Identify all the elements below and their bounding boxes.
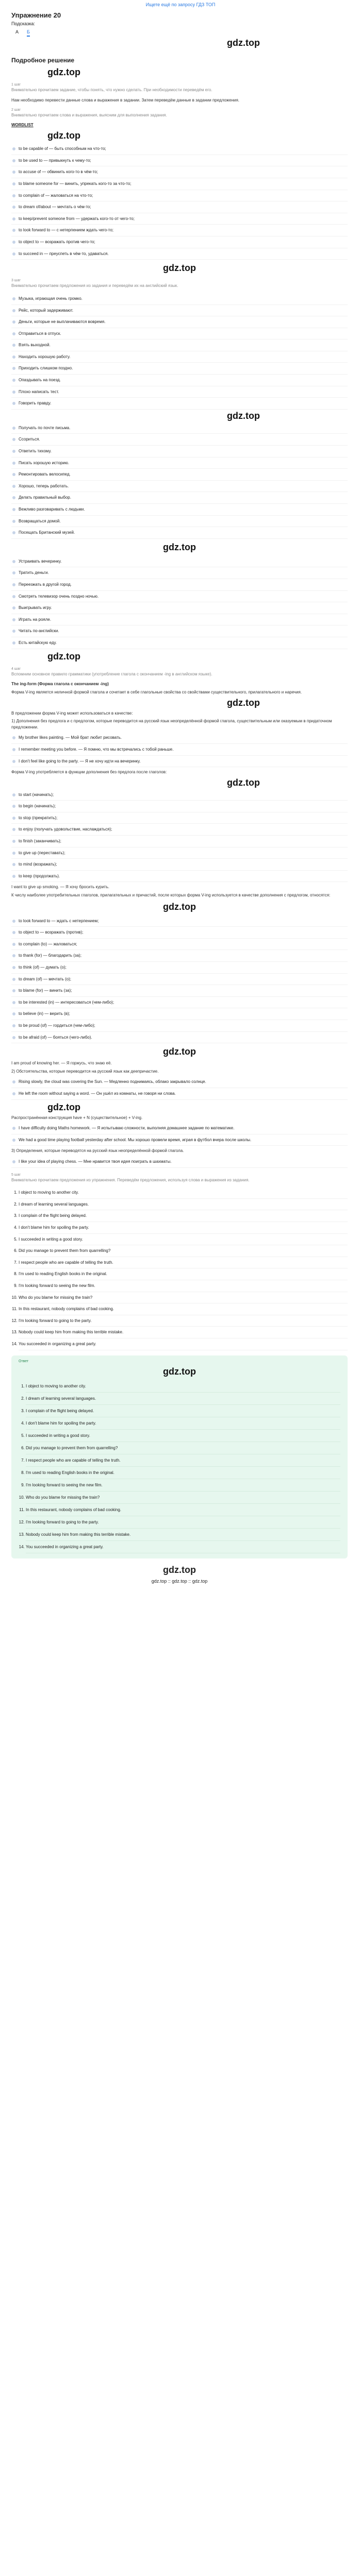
list-item: 8. I'm used to reading English books in the original. xyxy=(19,1268,348,1280)
rule-paragraph: Форма V-ing употребляется в функции дополнения без предлога после глаголов: xyxy=(11,770,167,775)
list-item: We had a good time playing football yesterday after school. Мы хорошо провели время, играя в футбол вчера после школы. xyxy=(11,1134,348,1146)
rule-title: The ing-form (Форма глагола с окончанием -ing) xyxy=(11,682,109,687)
example-list xyxy=(11,1076,348,1099)
list-item: 14. You succeeded in organizing a great party. xyxy=(26,1541,340,1553)
verb-list xyxy=(11,916,348,1044)
list-item: to accuse of — обвинить кого-то в чём-то; xyxy=(11,166,348,178)
list-item: Делать правильный выбор. xyxy=(11,492,348,504)
answer-list xyxy=(19,1380,340,1553)
list-item: to begin (начинать); xyxy=(11,801,348,812)
list-item: 8. I'm used to reading English books in the original. xyxy=(26,1467,340,1479)
list-item: to look forward to — ждать с нетерпением; xyxy=(11,916,348,927)
translation-list xyxy=(11,1187,348,1350)
list-item: Переезжать в другой город. xyxy=(11,579,348,591)
list-item: Говорить правду. xyxy=(11,398,348,410)
list-item: to object to — возражать против чего-то; xyxy=(11,236,348,248)
list-item: to complain (to) — жаловаться; xyxy=(11,939,348,951)
content xyxy=(0,11,361,1584)
list-item: 14. You succeeded in organizing a great party. xyxy=(19,1338,348,1350)
phrase-list xyxy=(11,143,348,260)
list-item: Rising slowly, the cloud was covering the Sun. — Медленно поднимаясь, облако закрывало солнце. xyxy=(11,1076,348,1088)
list-item: to keep/prevent someone from — удержать кого-то от чего-то; xyxy=(11,213,348,225)
rule-paragraph: В предложении форма V-ing может использоваться в качестве: xyxy=(11,710,133,716)
watermark: gdz.top xyxy=(163,901,196,912)
list-item: Возвращаться домой. xyxy=(11,516,348,528)
list-item: 5. I succeeded in writing a good story. xyxy=(26,1430,340,1442)
list-item: to look forward to — с нетерпением ждать чего-то; xyxy=(11,225,348,236)
list-item: Посещать Британский музей. xyxy=(11,527,348,539)
list-item: 10. Who do you blame for missing the train? xyxy=(19,1292,348,1304)
example-list xyxy=(11,732,348,767)
step-tag: 5 шаг xyxy=(11,1173,21,1177)
list-item: to dream (of) — мечтать (о); xyxy=(11,974,348,986)
list-item: Плохо написать тест. xyxy=(11,386,348,398)
watermark: gdz.top xyxy=(163,1366,196,1377)
example-list xyxy=(11,1156,348,1168)
answer-box xyxy=(11,1355,348,1558)
list-item: 5. I succeeded in writing a good story. xyxy=(19,1234,348,1246)
list-item: to be interested (in) — интересоваться (чем-либо); xyxy=(11,997,348,1009)
list-item: 11. In this restaurant, nobody complains of bad cooking. xyxy=(26,1504,340,1516)
list-item: Деньги, которые не выплачиваются вовремя. xyxy=(11,316,348,328)
intro-text: Нам необходимо перевести данные слова и выражения в задании. Затем переведём данные в задании предложения. xyxy=(11,97,240,103)
list-item: to think (of) — думать (о); xyxy=(11,962,348,974)
rule-heading: 3) Определения, которые переводятся на русский язык неопределённой формой глагола. xyxy=(11,1148,184,1154)
step-note: Внимательно прочитаем слова и выражения, выясним для выполнения задания. xyxy=(11,113,167,118)
list-item: to complain of — жаловаться на что-то; xyxy=(11,190,348,202)
footer: gdz.top :: gdz.top :: gdz.top xyxy=(151,1578,208,1584)
list-item: Играть на рояле. xyxy=(11,614,348,626)
list-item: 3. I complain of the flight being delayed. xyxy=(19,1210,348,1222)
watermark: gdz.top xyxy=(47,67,80,77)
list-item: Ремонтировать велосипед. xyxy=(11,469,348,481)
rule-heading: 2) Обстоятельства, которые переводится на русский язык как деепричастие. xyxy=(11,1069,159,1074)
list-item: 4. I don't blame him for spoiling the party. xyxy=(26,1417,340,1430)
list-item: 9. I'm looking forward to seeing the new film. xyxy=(26,1479,340,1492)
step-note: Внимательно прочитаем задание, чтобы понять, что нужно сделать. При необходимости переведём его. xyxy=(11,88,212,92)
list-item: to blame someone for — винить, упрекать кого-то за что-то; xyxy=(11,178,348,190)
list-item: Смотреть телевизор очень поздно ночью. xyxy=(11,591,348,603)
list-item: Рейс, который задерживают. xyxy=(11,305,348,317)
list-item: to give up (переставать); xyxy=(11,848,348,859)
watermark: gdz.top xyxy=(47,1101,80,1112)
step-tag: 2 шаг xyxy=(11,108,21,112)
list-item: 13. Nobody could keep him from making this terrible mistake. xyxy=(26,1529,340,1541)
list-item: Тратить деньги. xyxy=(11,567,348,579)
rule-example: I want to give up smoking. — Я хочу бросить курить. xyxy=(11,885,109,890)
list-item: to be used to — привыкнуть к чему-то; xyxy=(11,155,348,167)
tab-a[interactable]: А xyxy=(15,29,19,35)
list-item: Приходить слишком поздно. xyxy=(11,363,348,375)
list-item: to be afraid (of) — бояться (чего-либо). xyxy=(11,1032,348,1044)
list-item: 2. I dream of learning several languages. xyxy=(26,1393,340,1405)
variant-tabs xyxy=(15,29,348,37)
list-item: Устраивать вечеринку. xyxy=(11,556,348,568)
answer-tag: Ответ xyxy=(19,1359,29,1363)
list-item: Хорошо, теперь работать. xyxy=(11,481,348,493)
list-item: to thank (for) — благодарить (за); xyxy=(11,950,348,962)
list-item: Музыка, играющая очень громко. xyxy=(11,293,348,305)
list-item: Ссориться. xyxy=(11,434,348,446)
list-item: 2. I dream of learning several languages. xyxy=(19,1199,348,1211)
list-item: Писать хорошую историю. xyxy=(11,457,348,469)
list-item: 9. I'm looking forward to seeing the new film. xyxy=(19,1280,348,1292)
watermark: gdz.top xyxy=(47,130,80,141)
list-item: to object to — возражать (против); xyxy=(11,927,348,939)
list-item: 6. Did you manage to prevent them from quarrelling? xyxy=(26,1442,340,1454)
list-item: to blame (for) — винить (за); xyxy=(11,985,348,997)
list-item: to start (начинать); xyxy=(11,789,348,801)
list-item: I remember meeting you before. — Я помню, что мы встречались с тобой раньше. xyxy=(11,744,348,756)
rule-paragraph: Распространённая конструкция have + N (существительное) + V-ing. xyxy=(11,1115,143,1120)
list-item: 13. Nobody could keep him from making this terrible mistake. xyxy=(19,1327,348,1338)
step-tag: 3 шаг xyxy=(11,279,21,283)
list-item: to be capable of — быть способным на что-то; xyxy=(11,143,348,155)
page-title: Упражнение 20 xyxy=(11,11,61,19)
watermark: gdz.top xyxy=(227,777,260,788)
list-item: Вежливо разговаривать с людьми. xyxy=(11,504,348,516)
list-item: My brother likes painting. — Мой брат любит рисовать. xyxy=(11,732,348,744)
top-link-bar xyxy=(0,0,361,8)
watermark: gdz.top xyxy=(47,651,80,662)
hint-label: Подсказка: xyxy=(11,21,35,26)
watermark: gdz.top xyxy=(163,1046,196,1057)
watermark: gdz.top xyxy=(227,697,260,708)
list-item: 1. I object to moving to another city. xyxy=(26,1380,340,1393)
list-item: to believe (in) — верить (в); xyxy=(11,1008,348,1020)
watermark: gdz.top xyxy=(227,410,260,421)
list-item: I don't feel like going to the party. — Я не хочу идти на вечеринку. xyxy=(11,756,348,768)
sentence-list xyxy=(11,422,348,539)
list-item: 10. Who do you blame for missing the train? xyxy=(26,1492,340,1504)
rule-paragraph: Форма V-ing является неличной формой глагола и сочетает в себе глагольные свойства со свойствами существительного, прилагательного и наречия. xyxy=(11,689,302,694)
rule-heading: 1) Дополнения без предлога и с предлогом, которые переводится на русский язык неопределённой формой глагола, существительным или оказуемым в придаточном предложении. xyxy=(11,719,332,730)
list-item: Ответить тихому. xyxy=(11,446,348,457)
list-item: Выигрывать игру. xyxy=(11,602,348,614)
list-item: 7. I respect people who are capable of telling the truth. xyxy=(19,1257,348,1269)
list-item: 11. In this restaurant, nobody complains of bad cooking. xyxy=(19,1303,348,1315)
example-list xyxy=(11,1123,348,1146)
list-item: I have difficulty doing Maths homework. — Я испытываю сложности, выполняя домашнее задание по математике. xyxy=(11,1123,348,1134)
list-item: Есть китайскую еду. xyxy=(11,637,348,649)
sentence-list xyxy=(11,293,348,410)
step-note: Внимательно прочитаем предложения из упражнения. Переведём предложения, используя слова и выражения из задания. xyxy=(11,1177,250,1182)
watermark: gdz.top xyxy=(163,263,196,274)
list-item: to be proud (of) — гордиться (чем-либо); xyxy=(11,1020,348,1032)
list-item: 6. Did you manage to prevent them from quarrelling? xyxy=(19,1245,348,1257)
wordlist-label: WORDLIST xyxy=(11,123,34,128)
rule-paragraph: К числу наиболее употребительных глаголов, прилагательных и причастий, после которых форма V-ing используется в качестве дополнения с предлогом, относятся: xyxy=(11,893,331,898)
solution-title: Подробное решение xyxy=(11,57,75,64)
list-item: to mind (возражать); xyxy=(11,859,348,871)
top-search-link[interactable]: Ищете ещё по запросу ГДЗ ТОП xyxy=(145,2,216,7)
list-item: to keep (продолжать). xyxy=(11,871,348,883)
list-item: 7. I respect people who are capable of telling the truth. xyxy=(26,1454,340,1467)
list-item: 4. I don't blame him for spoiling the party. xyxy=(19,1222,348,1234)
watermark: gdz.top xyxy=(163,541,196,552)
list-item: to dream of/about — мечтать о чём-то; xyxy=(11,201,348,213)
list-item: 1. I object to moving to another city. xyxy=(19,1187,348,1199)
list-item: I like your idea of playing chess. — Мне нравится твоя идея поиграть в шахматы. xyxy=(11,1156,348,1168)
step-tag: 1 шаг xyxy=(11,83,21,87)
sentence-list xyxy=(11,556,348,649)
list-item: Опаздывать на поезд. xyxy=(11,375,348,386)
rule-example: I am proud of knowing her. — Я горжусь, что знаю её. xyxy=(11,1061,112,1066)
step-tag: 4 шаг xyxy=(11,667,21,671)
step-note: Внимательно прочитаем предложения из задания и переведём их на английский язык. xyxy=(11,283,178,289)
list-item: Читать по-английски. xyxy=(11,625,348,637)
step-note: Вспомним основное правило грамматики (употребление глагола с окончанием -ing в английском языке). xyxy=(11,671,212,676)
list-item: Взять выходной. xyxy=(11,340,348,351)
list-item: He left the room without saying a word. — Он ушёл из комнаты, не говоря ни слова. xyxy=(11,1088,348,1100)
list-item: to succeed in — преуспеть в чём-то, удаваться. xyxy=(11,248,348,260)
list-item: 3. I complain of the flight being delayed. xyxy=(26,1405,340,1417)
watermark: gdz.top xyxy=(227,38,260,48)
list-item: to stop (прекратить); xyxy=(11,812,348,824)
list-item: Получать по почте письма. xyxy=(11,422,348,434)
list-item: Находить хорошую работу. xyxy=(11,351,348,363)
verb-list xyxy=(11,789,348,883)
list-item: to finish (заканчивать); xyxy=(11,836,348,848)
list-item: 12. I'm looking forward to going to the party. xyxy=(19,1315,348,1327)
list-item: Отправиться в отпуск. xyxy=(11,328,348,340)
tab-b[interactable]: Б xyxy=(27,29,30,37)
list-item: 12. I'm looking forward to going to the party. xyxy=(26,1516,340,1529)
list-item: to enjoy (получать удовольствие, наслаждаться); xyxy=(11,824,348,836)
watermark: gdz.top xyxy=(163,1564,196,1575)
